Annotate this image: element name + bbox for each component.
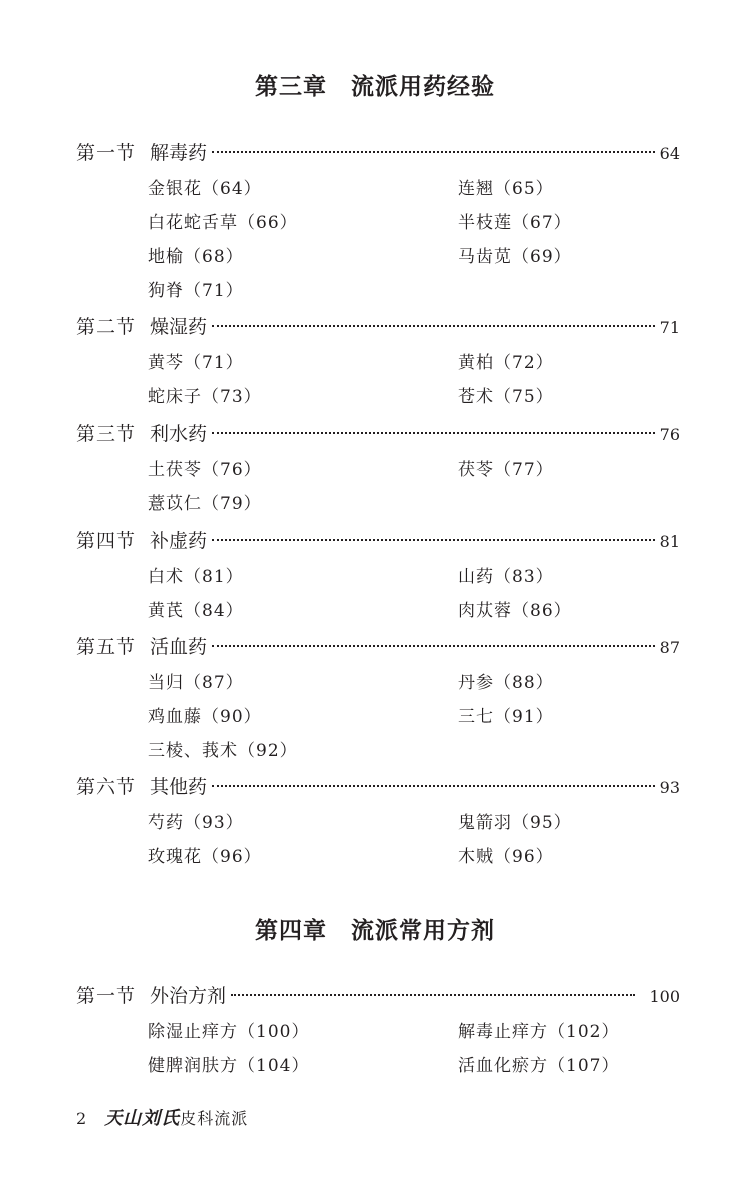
toc-item[interactable]: 白术（81）	[148, 567, 244, 587]
book-title: 皮科流派	[180, 1109, 249, 1128]
toc-item[interactable]: 土茯苓（76）	[148, 460, 262, 480]
toc-item[interactable]: 三七（91）	[458, 707, 554, 727]
toc-section-row[interactable]	[76, 772, 680, 798]
dot-leader	[212, 432, 655, 434]
toc-section-row[interactable]	[76, 312, 680, 338]
section-page: 87	[659, 638, 680, 657]
toc-item[interactable]: 蛇床子（73）	[148, 387, 262, 407]
toc-item[interactable]: 马齿苋（69）	[458, 247, 572, 267]
dot-leader	[231, 994, 635, 996]
toc-item[interactable]: 肉苁蓉（86）	[458, 601, 572, 621]
series-logo: 天山刘氏	[104, 1108, 181, 1129]
toc-section-row[interactable]	[76, 632, 680, 658]
toc-item[interactable]: 金银花（64）	[148, 179, 262, 199]
section-name: 外治方剂	[150, 985, 227, 1007]
toc-item[interactable]: 地榆（68）	[148, 247, 244, 267]
toc-item[interactable]: 白花蛇舌草（66）	[148, 213, 298, 233]
chapter-title: 第三章 流派用药经验	[255, 74, 495, 100]
toc-item[interactable]: 健脾润肤方（104）	[148, 1056, 310, 1076]
section-label: 第六节	[76, 776, 137, 798]
toc-item[interactable]: 玫瑰花（96）	[148, 847, 262, 867]
toc-item[interactable]: 薏苡仁（79）	[148, 494, 262, 514]
section-name: 利水药	[150, 423, 208, 445]
section-label: 第五节	[76, 636, 137, 658]
dot-leader	[212, 785, 655, 787]
section-label: 第二节	[76, 316, 137, 338]
section-name: 燥湿药	[150, 316, 208, 338]
section-label: 第一节	[76, 142, 137, 164]
section-page: 76	[659, 425, 680, 444]
dot-leader	[212, 645, 655, 647]
toc-item[interactable]: 鸡血藤（90）	[148, 707, 262, 727]
page-footer	[76, 1104, 248, 1130]
section-name: 其他药	[150, 776, 208, 798]
chapter-title: 第四章 流派常用方剂	[255, 918, 495, 944]
toc-item[interactable]: 鬼箭羽（95）	[458, 813, 572, 833]
toc-item[interactable]: 黄芪（84）	[148, 601, 244, 621]
section-label: 第一节	[76, 985, 137, 1007]
section-page: 81	[659, 532, 680, 551]
toc-item[interactable]: 芍药（93）	[148, 813, 244, 833]
section-name: 补虚药	[150, 530, 208, 552]
toc-item[interactable]: 丹参（88）	[458, 673, 554, 693]
section-name: 解毒药	[150, 142, 208, 164]
dot-leader	[212, 325, 655, 327]
toc-item[interactable]: 活血化瘀方（107）	[458, 1056, 620, 1076]
section-page: 93	[659, 778, 680, 797]
section-label: 第三节	[76, 423, 137, 445]
toc-item[interactable]: 黄柏（72）	[458, 353, 554, 373]
toc-item[interactable]: 苍术（75）	[458, 387, 554, 407]
toc-item[interactable]: 山药（83）	[458, 567, 554, 587]
section-page: 64	[659, 144, 680, 163]
toc-item[interactable]: 除湿止痒方（100）	[148, 1022, 310, 1042]
toc-section-row[interactable]	[76, 138, 680, 164]
dot-leader	[212, 539, 655, 541]
section-name: 活血药	[150, 636, 208, 658]
toc-section-row[interactable]	[76, 419, 680, 445]
toc-section-row[interactable]	[76, 981, 680, 1007]
toc-item[interactable]: 解毒止痒方（102）	[458, 1022, 620, 1042]
section-page: 71	[659, 318, 680, 337]
toc-item[interactable]: 茯苓（77）	[458, 460, 554, 480]
toc-item[interactable]: 狗脊（71）	[148, 281, 244, 301]
section-label: 第四节	[76, 530, 137, 552]
toc-item[interactable]: 半枝莲（67）	[458, 213, 572, 233]
page-number: 2	[76, 1109, 87, 1128]
toc-item[interactable]: 木贼（96）	[458, 847, 554, 867]
toc-item[interactable]: 三棱、莪术（92）	[148, 741, 298, 761]
toc-item[interactable]: 黄芩（71）	[148, 353, 244, 373]
toc-item[interactable]: 连翘（65）	[458, 179, 554, 199]
section-page: 100	[649, 987, 680, 1006]
toc-item[interactable]: 当归（87）	[148, 673, 244, 693]
dot-leader	[212, 151, 655, 153]
toc-section-row[interactable]	[76, 526, 680, 552]
